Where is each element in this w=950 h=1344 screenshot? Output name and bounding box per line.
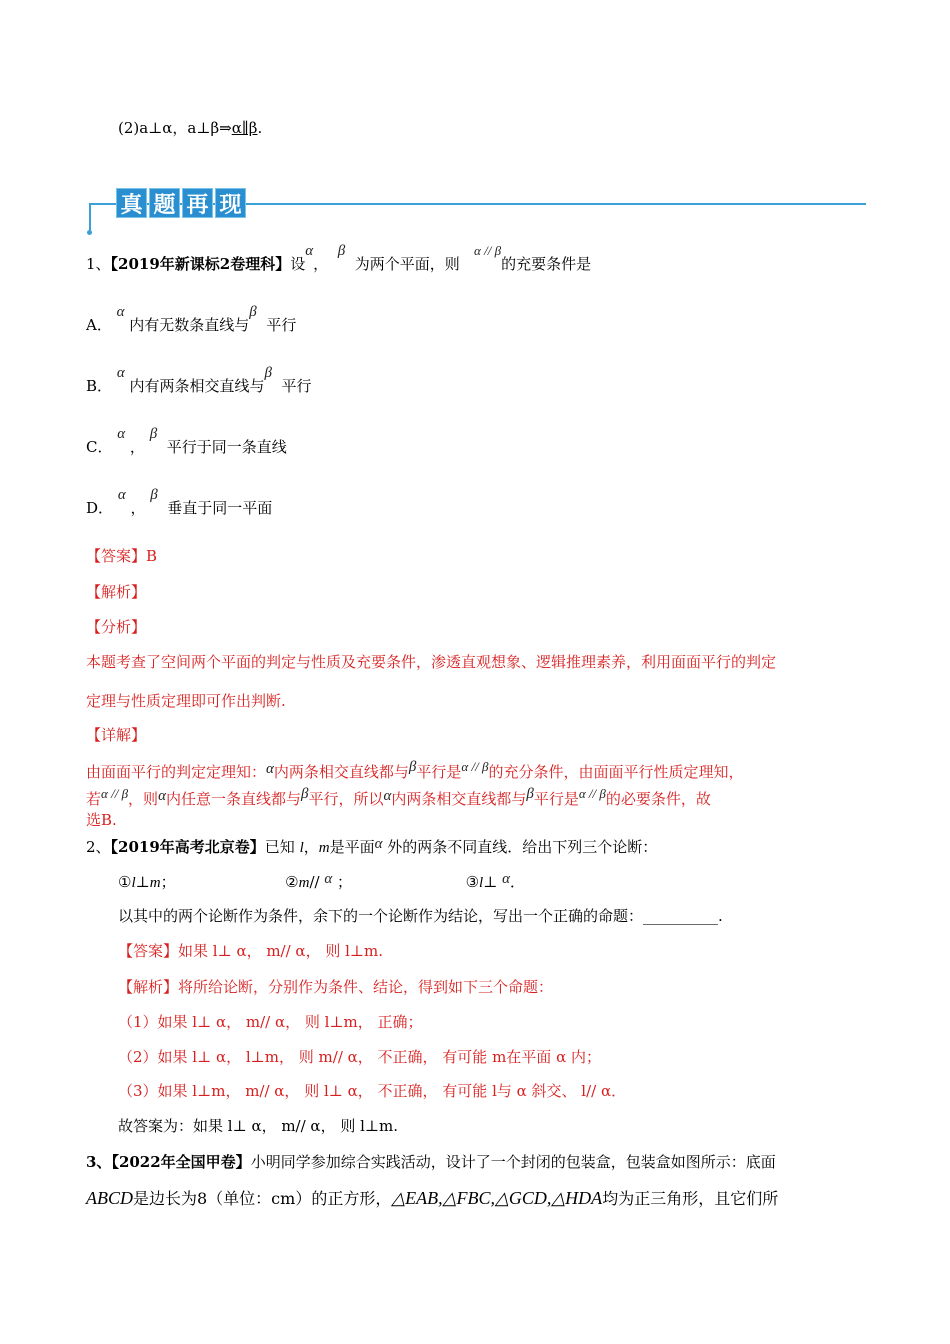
judgment-3: ③l⊥ α．	[465, 871, 525, 891]
q1-answer: 【答案】B	[86, 547, 158, 565]
q1-analysis-label: 【解析】	[86, 583, 147, 601]
banner-char-1: 真	[116, 188, 147, 218]
q1-fenxi-1: 本题考查了空间两个平面的判定与性质及充要条件，渗透直观想象、逻辑推理素养，利用面面平行的判定	[86, 653, 777, 671]
q1-detail-3: 选B.	[86, 811, 117, 829]
q2-case-3: （3）如果 l⊥m， m// α， 则 l⊥ α， 不正确， 有可能 l与 α 斜交、 l// α．	[118, 1082, 627, 1100]
q1-fenxi-label: 【分析】	[86, 618, 147, 636]
q2-conclusion: 故答案为：如果 l⊥ α， m// α， 则 l⊥m.	[118, 1117, 398, 1135]
judgment-1: ①l⊥m；	[118, 873, 176, 891]
q3-stem-2: ABCD是边长为8（单位：cm）的正方形，△EAB,△FBC,△GCD,△HDA均为正三角形，且它们所	[86, 1188, 779, 1208]
q1-option-d: D． α ， β 垂直于同一平面	[86, 487, 273, 517]
section-banner	[86, 186, 866, 236]
q2-answer: 【答案】如果 l⊥ α， m// α， 则 l⊥m.	[118, 942, 383, 960]
banner-char-3: 再	[182, 188, 213, 218]
q1-source: 【2019年新课标2卷理科】	[110, 255, 291, 273]
banner-char-4: 现	[215, 188, 246, 218]
q1-fenxi-2: 定理与性质定理即可作出判断.	[86, 692, 286, 710]
intro-line: (2)a⊥α，a⊥β⇒α∥β.	[118, 119, 263, 137]
q2-case-2: （2）如果 l⊥ α， l⊥m， 则 m// α， 不正确， 有可能 m在平面 α 内；	[118, 1048, 601, 1066]
intro-underlined: α∥β	[231, 119, 258, 137]
q1-detail-label: 【详解】	[86, 726, 147, 744]
q2-stem: 2、【2019年高考北京卷】已知 l，m是平面α 外的两条不同直线．给出下列三个论断：	[86, 836, 658, 856]
q2-analysis: 【解析】将所给论断，分别作为条件、结论，得到如下三个命题：	[118, 978, 554, 996]
q1-option-c: C． α ， β 平行于同一条直线	[86, 426, 287, 456]
banner-char-2: 题	[149, 188, 180, 218]
q1-option-a: A． α 内有无数条直线与β 平行	[86, 304, 297, 334]
q2-case-1: （1）如果 l⊥ α， m// α， 则 l⊥m， 正确；	[118, 1013, 423, 1031]
q1-detail-1: 由面面平行的判定定理知：α内两条相交直线都与β平行是α // β的充分条件，由面面平行性质定理知，	[86, 759, 744, 781]
q1-stem: 1、【2019年新课标2卷理科】设α， β 为两个平面，则 α // β的充要条件是	[86, 243, 592, 273]
q2-prompt: 以其中的两个论断作为条件，余下的一个论断作为结论，写出一个正确的命题：__________.	[118, 907, 723, 925]
judgment-2: ②m// α ；	[285, 871, 353, 891]
q2-source: 【2019年高考北京卷】	[110, 838, 265, 856]
q1-detail-2: 若α // β，则α内任意一条直线都与β平行，所以α内两条相交直线都与β平行是α // β的必要条件，故	[86, 786, 711, 808]
q3-stem-1: 3、【2022年全国甲卷】小明同学参加综合实践活动，设计了一个封闭的包装盒，包装盒如图所示：底面	[86, 1153, 776, 1171]
q2-judgments	[118, 872, 525, 893]
q1-option-b: B． α 内有两条相交直线与β 平行	[86, 365, 312, 395]
q3-source: 【2022年全国甲卷】	[111, 1153, 251, 1171]
